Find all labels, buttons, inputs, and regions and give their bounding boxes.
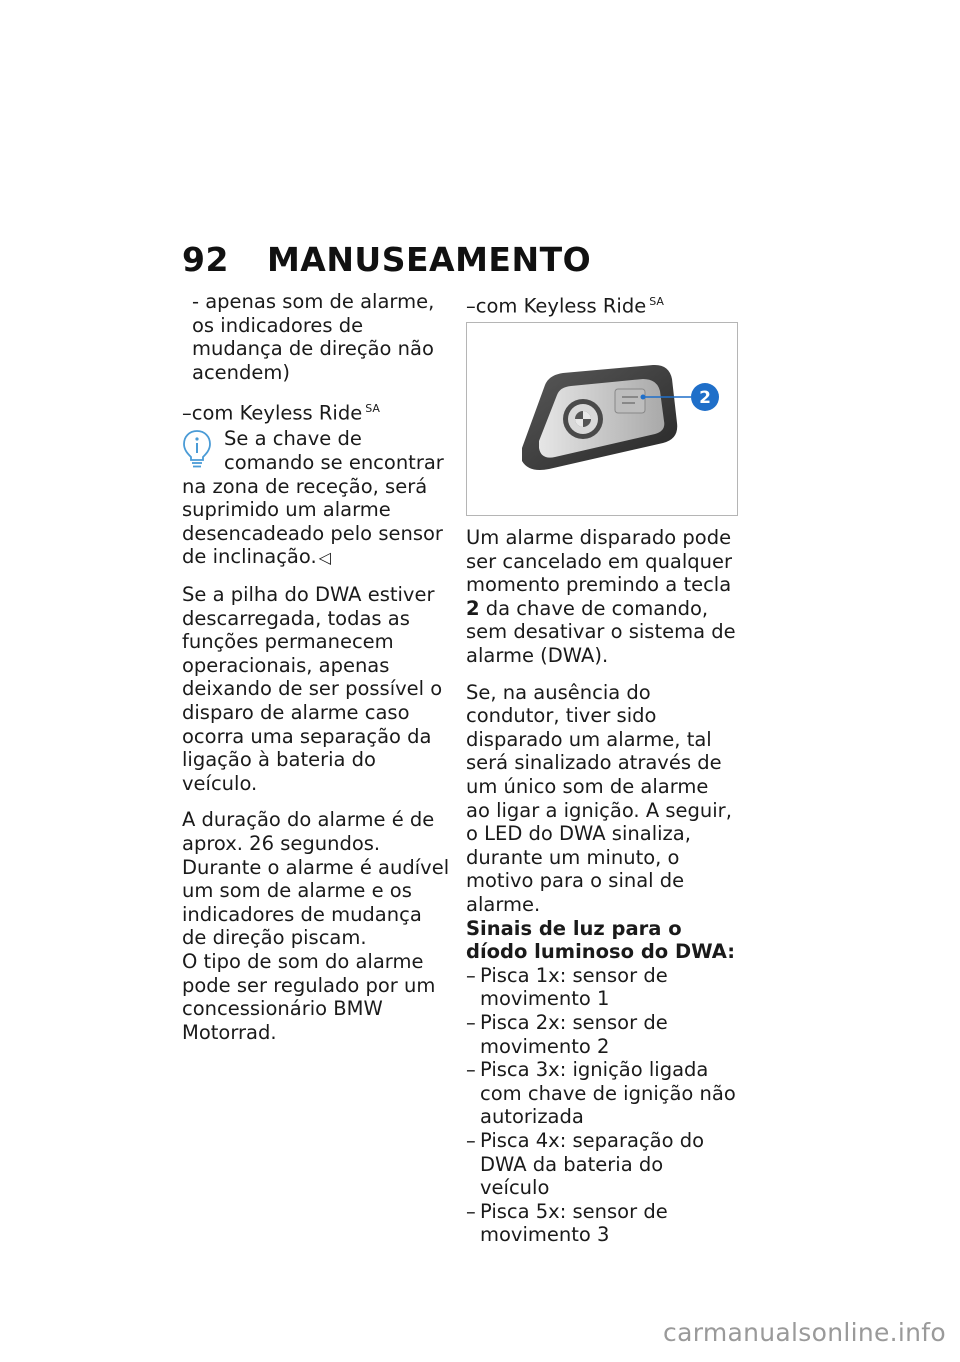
callout-label: 2 bbox=[699, 388, 711, 409]
continuation-text: - apenas som de alarme, os indicadores de mudança de direção não acendem) bbox=[192, 290, 435, 384]
keyless-label: –com Keyless Ride bbox=[182, 401, 363, 425]
right-column bbox=[466, 290, 738, 1247]
page-header bbox=[182, 240, 591, 279]
signal-text: Pisca 3x: ignição ligada com chave de ignição não autorizada bbox=[480, 1058, 736, 1129]
cancel-paragraph bbox=[466, 526, 738, 668]
signal-text: Pisca 4x: separação do DWA da bateria do veículo bbox=[480, 1128, 705, 1200]
list-item bbox=[466, 1058, 738, 1129]
left-column bbox=[182, 290, 450, 1057]
signal-text: Pisca 5x: sensor de movimento 3 bbox=[480, 1199, 668, 1247]
cancel-text-before: Um alarme disparado pode ser cancelado em qualquer momento premindo a tecla bbox=[466, 526, 733, 597]
list-item bbox=[466, 964, 738, 1011]
page-number: 92 bbox=[182, 240, 229, 279]
keyless-label: –com Keyless Ride bbox=[466, 294, 647, 318]
section-title: MANUSEAMENTO bbox=[266, 240, 592, 279]
duration-paragraph: A duração do alarme é de aprox. 26 segundos. Durante o alarme é audível um som de alarme e os indicadores de mudança de direção piscam. bbox=[182, 808, 450, 950]
signals-list bbox=[466, 964, 738, 1247]
key-fob-illustration bbox=[467, 323, 737, 515]
keyless-heading-left bbox=[182, 397, 450, 425]
dash-mark: – bbox=[466, 963, 476, 987]
keyless-sup: SA bbox=[365, 402, 380, 416]
signal-text: Pisca 1x: sensor de movimento 1 bbox=[480, 963, 668, 1011]
dash-mark: – bbox=[466, 1199, 476, 1223]
list-item bbox=[466, 1011, 738, 1058]
info-icon bbox=[182, 429, 212, 469]
signal-text: Pisca 2x: sensor de movimento 2 bbox=[480, 1010, 668, 1058]
signals-heading: Sinais de luz para o díodo luminoso do DWA: bbox=[466, 916, 736, 964]
key-fob-figure bbox=[466, 322, 738, 516]
cancel-text-after: da chave de comando, sem desativar o sistema de alarme (DWA). bbox=[466, 596, 736, 668]
info-text: Se a chave de comando se encontrar na zona de receção, será suprimido um alarme desencadeado pelo sensor de inclinação. bbox=[182, 427, 444, 569]
end-mark-icon: ◁ bbox=[318, 548, 331, 568]
list-item bbox=[466, 1200, 738, 1247]
info-note bbox=[182, 427, 450, 570]
battery-paragraph: Se a pilha do DWA estiver descarregada, todas as funções permanecem operacionais, apenas deixando de ser possível o disparo de alarme caso ocorra uma separação da ligação à bateria do veículo. bbox=[182, 583, 443, 795]
list-item bbox=[466, 1129, 738, 1200]
keyless-sup: SA bbox=[649, 295, 664, 308]
keyless-heading-right bbox=[466, 290, 738, 318]
dash-mark: – bbox=[466, 1010, 476, 1034]
sound-paragraph: O tipo de som do alarme pode ser regulado por um concessionário BMW Motorrad. bbox=[182, 949, 436, 1044]
cancel-key-ref: 2 bbox=[466, 596, 480, 620]
dash-mark: – bbox=[466, 1128, 476, 1152]
watermark: carmanualsonline.info bbox=[663, 1318, 946, 1347]
absence-paragraph: Se, na ausência do condutor, tiver sido disparado um alarme, tal será sinalizado através de um único som de alarme ao ligar a ignição. A seguir, o LED do DWA sinaliza, durante um minuto, o motivo para o sinal de alarme. bbox=[466, 680, 732, 916]
dash-mark: – bbox=[466, 1058, 476, 1082]
